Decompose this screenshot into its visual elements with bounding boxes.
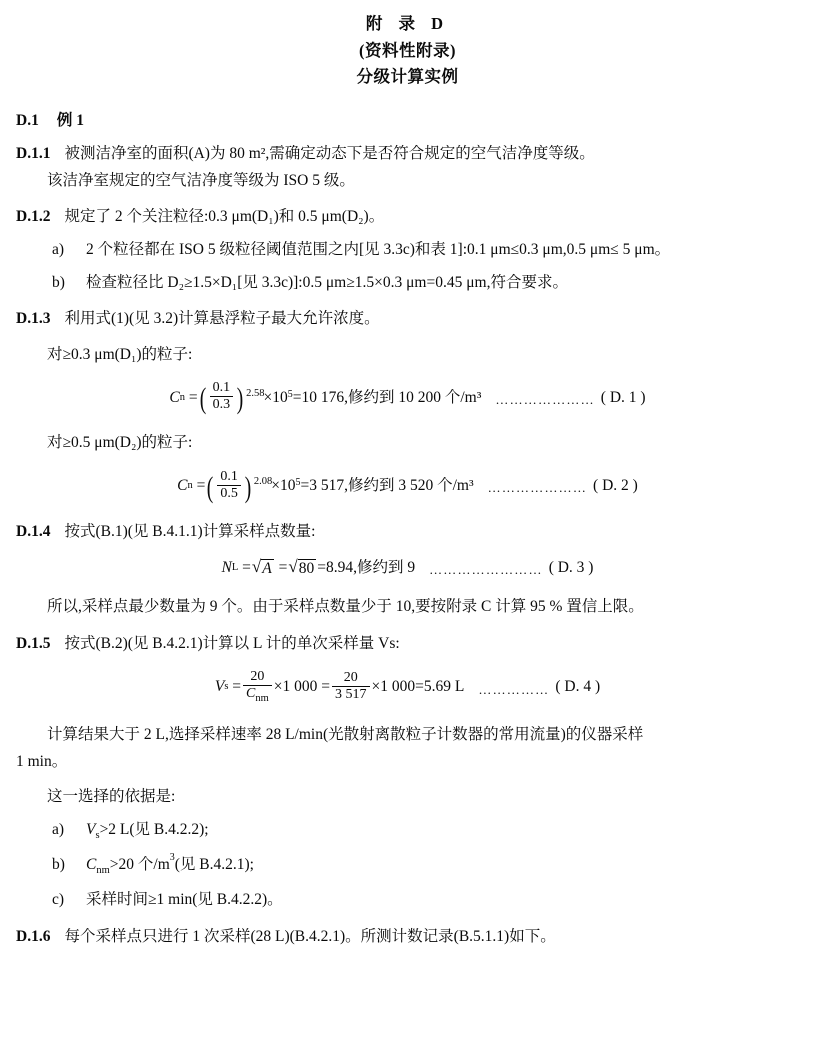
- left-paren-icon: (: [207, 470, 214, 504]
- clause-d14-after: 所以,采样点最少数量为 9 个。由于采样点数量少于 10,要按附录 C 计算 95 % 置信上限。: [47, 598, 644, 616]
- equation-d4-mid: ×1 000: [273, 678, 318, 696]
- equation-d1-exponent: 2.58: [246, 387, 265, 399]
- equation-d2-denominator: 0.5: [217, 485, 241, 502]
- equation-d1-leader: …………………: [495, 392, 595, 408]
- list-item-marker-c2: c): [52, 891, 65, 909]
- right-paren-icon: ): [244, 470, 252, 504]
- radical-icon: √: [251, 556, 262, 576]
- equation-d3-result: =8.94,修约到 9: [317, 558, 416, 576]
- clause-d11-label: D.1.1: [16, 144, 51, 162]
- equation-d3-lhs-sub: L: [231, 561, 239, 573]
- equation-d4-body: V s = $\frac{20}{C_{nm}}$ ×1 000 = $\frac{20}{3 517}$ ×1 000=5.69 L: [214, 668, 465, 704]
- list-item-marker-a2: a): [52, 820, 65, 838]
- equation-d4: [16, 670, 799, 706]
- equation-d3-radicand-2: 80: [298, 559, 315, 577]
- equation-d3-body: N L = √ A = √ 80 =8.94,修约到 9: [221, 556, 416, 577]
- equation-d4-number: ( D. 4 ): [555, 678, 601, 696]
- list-item: [52, 887, 799, 912]
- right-paren-icon: ): [236, 382, 244, 416]
- clause-d11-continued: 该洁净室规定的空气洁净度等级为 ISO 5 级。: [47, 171, 355, 189]
- clause-d15-after3: 这一选择的依据是:: [47, 787, 176, 805]
- section-d1-number: D.1: [16, 111, 39, 129]
- clause-d13-sub1: 对≥0.3 μm(D₁)的粒子:: [47, 346, 193, 364]
- list-item: [52, 852, 799, 879]
- equation-d4-numerator-2: 20: [343, 670, 358, 686]
- equation-d4-den1-sub: nm: [255, 692, 269, 704]
- equation-d1-body: C n = ( $\frac{0.1}{0.3}$ ) $^{2.58}$ ×10 $^5$ =10 176,修约到 10 200 个/m³: [169, 380, 482, 416]
- equation-d4-fraction-2: [332, 670, 370, 703]
- equation-d2-numerator: 0.1: [220, 468, 238, 484]
- equation-d3-sqrt-2: [288, 558, 316, 579]
- appendix-heading: 分级计算实例: [356, 67, 459, 86]
- list-item-text-b2: $C_{nm}>20$ 个$/m^3$(见 B.4.2.1);: [86, 851, 254, 877]
- equation-d4-leader: ……………: [478, 681, 550, 697]
- clause-d16-label: D.1.6: [16, 928, 51, 946]
- list-item: [52, 237, 799, 262]
- equation-d4-numerator-1: 20: [250, 668, 265, 684]
- equation-d4-den1-var: C: [246, 685, 256, 701]
- appendix-header: [16, 16, 799, 86]
- clause-d15-label: D.1.5: [16, 634, 51, 652]
- list-item-marker-b2: b): [52, 856, 65, 874]
- equation-d4-lhs-var: V: [214, 678, 225, 696]
- equation-d2-times: ×10: [271, 476, 296, 494]
- equation-d1-fraction: [210, 380, 234, 413]
- clause-d12-label: D.1.2: [16, 207, 51, 225]
- equation-d1-times: ×10: [263, 388, 288, 406]
- clause-d12-text: 规定了 2 个关注粒径:0.3 μm(D₁)和 0.5 μm(D₂)。: [64, 207, 385, 225]
- radical-icon: √: [288, 556, 298, 576]
- clause-d15-after1: 计算结果大于 2 L,选择采样速率 28 L/min(光散射离散粒子计数器的常用流量)的仪器采样: [47, 725, 644, 743]
- clause-d13-sub2: 对≥0.5 μm(D₂)的粒子:: [47, 434, 193, 452]
- equation-d1-lhs-sub: n: [179, 391, 185, 403]
- equation-d1-denominator: 0.3: [210, 396, 234, 413]
- equation-d2-lhs-var: C: [177, 476, 188, 494]
- equation-d4-denominator-1: [243, 685, 272, 705]
- equation-d2-number: ( D. 2 ): [593, 476, 638, 494]
- clause-d15-after2: 1 min。: [16, 752, 68, 770]
- equation-d2-result: =3 517,修约到 3 520 个/m³: [300, 476, 474, 494]
- clause-d14: [16, 519, 799, 544]
- section-d1-text: 例 1: [56, 111, 84, 129]
- equation-d3-number: ( D. 3 ): [548, 558, 594, 576]
- equation-d1-result: =10 176,修约到 10 200 个/m³: [292, 388, 482, 406]
- list-item-text-a: 2 个粒径都在 ISO 5 级粒径阈值范围之内[见 3.3c)和表 1]:0.1 μm≤0.3 μm,0.5 μm≤ 5 μm。: [86, 240, 671, 258]
- equation-d1-number: ( D. 1 ): [600, 388, 646, 406]
- equation-d3-lhs-var: N: [221, 558, 232, 576]
- equation-d2-times-exp: 5: [295, 477, 301, 489]
- left-paren-icon: (: [199, 382, 206, 416]
- appendix-title: 附 录 D: [365, 14, 450, 33]
- equation-d3-leader: ……………………: [429, 562, 543, 578]
- clause-d15: [16, 631, 799, 656]
- list-item: [52, 270, 799, 295]
- list-item: [52, 817, 799, 844]
- equation-d1-numerator: 0.1: [212, 380, 231, 396]
- section-d1-title: [16, 108, 799, 130]
- equation-d1-times-exp: 5: [287, 388, 293, 400]
- equation-d2-lhs-sub: n: [187, 479, 193, 491]
- equation-d4-mid2: ×1 000=5.69 L: [371, 678, 465, 696]
- list-item-text-b: 检查粒径比 D₂≥1.5×D₁[见 3.3c)]:0.5 μm≥1.5×0.3 μm=0.45 μm,符合要求。: [86, 273, 568, 291]
- clause-d13-text: 利用式(1)(见 3.2)计算悬浮粒子最大允许浓度。: [64, 310, 380, 328]
- equation-d2: [16, 470, 799, 503]
- equation-d2-leader: …………………: [487, 480, 588, 496]
- equation-d4-fraction-1: [243, 669, 272, 705]
- equation-d2-body: C n = ( $\frac{0.1}{0.5}$ ) $^{2.08}$ ×10 $^5$ =3 517,修约到 3 520 个/m³: [177, 468, 474, 504]
- equation-d2-fraction: [217, 469, 241, 502]
- list-item-text-a2: $V_s>2$ L(见 B.4.2.2);: [86, 820, 209, 842]
- clause-d11-text: 被测洁净室的面积(A)为 80 m²,需确定动态下是否符合规定的空气洁净度等级。: [64, 144, 595, 162]
- equation-d3-sqrt-1: [252, 558, 274, 579]
- equation-d3: [16, 558, 799, 579]
- list-item-marker-b: b): [52, 273, 65, 291]
- equation-d1-lhs-var: C: [169, 388, 180, 406]
- appendix-subtitle: (资料性附录): [359, 40, 456, 60]
- clause-d11: [16, 141, 799, 166]
- equation-d4-denominator-2: 3 517: [332, 686, 370, 703]
- clause-d15-text: 按式(B.2)(见 B.4.2.1)计算以 L 计的单次采样量 Vs:: [64, 634, 400, 652]
- clause-d14-label: D.1.4: [16, 522, 51, 540]
- clause-d16-text: 每个采样点只进行 1 次采样(28 L)(B.4.2.1)。所测计数记录(B.5.1.1)如下。: [64, 928, 556, 946]
- equation-d4-lhs-sub: s: [224, 681, 229, 693]
- clause-d13: [16, 306, 799, 331]
- list-item-marker-a: a): [52, 240, 65, 258]
- clause-d14-text: 按式(B.1)(见 B.4.1.1)计算采样点数量:: [64, 522, 316, 540]
- list-item-text-c2: 采样时间≥1 min(见 B.4.2.2)。: [86, 891, 283, 909]
- equation-d1: [16, 381, 799, 414]
- clause-d16: [16, 924, 799, 949]
- clause-d12: [16, 204, 799, 229]
- clause-d13-label: D.1.3: [16, 310, 51, 328]
- equation-d3-radicand-1: A: [262, 559, 272, 577]
- equation-d2-exponent: 2.08: [253, 475, 273, 487]
